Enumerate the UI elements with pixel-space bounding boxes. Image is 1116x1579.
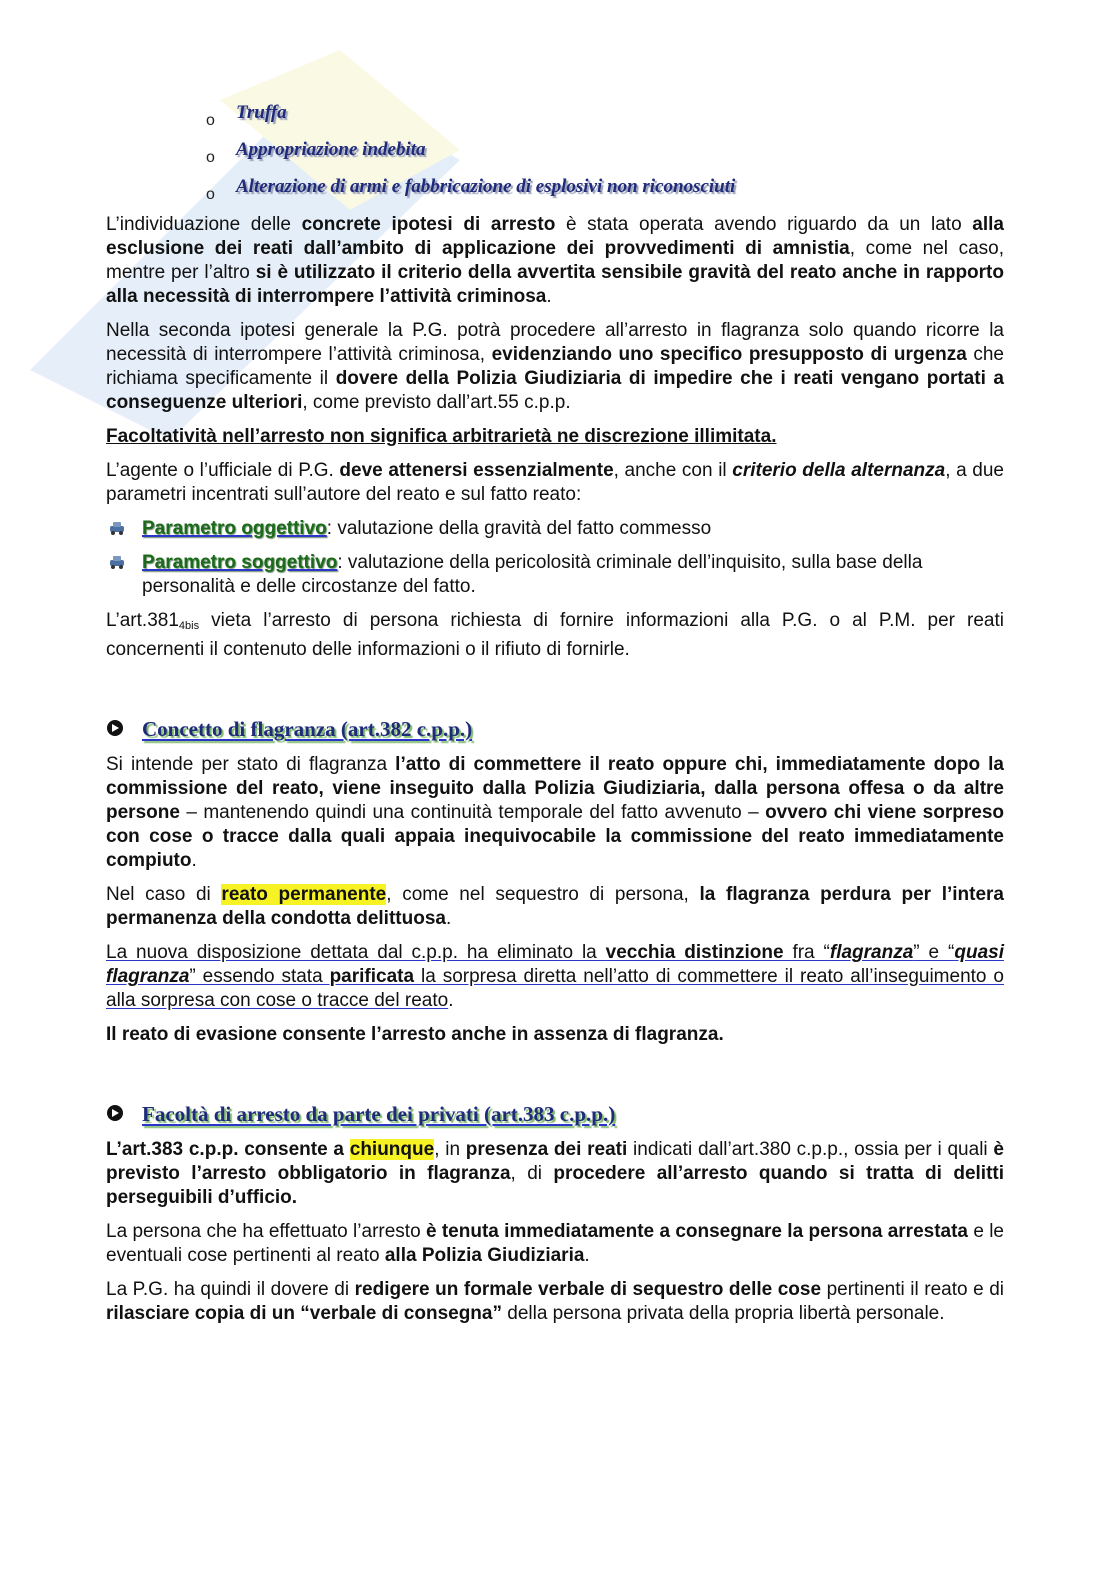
paragraph-facoltativita: Facoltatività nell’arresto non significa arbitrarietà ne discrezione illimitata.: [106, 426, 777, 447]
paragraph-evasione: Il reato di evasione consente l’arresto anche in assenza di flagranza.: [106, 1024, 724, 1045]
paragraph-art381: $L’art.381_{4bis}$ vieta l’arresto di persona richiesta di fornire informazioni alla P.G. o al P.M. per reati concernenti il contenuto delle informazioni o il rifiuto di fornirle.: [106, 610, 1004, 660]
paragraph-consegna: La persona che ha effettuato l’arresto è tenuta immediatamente a consegnare la persona arrestata e le eventuali cose pertinenti al reato alla Polizia Giudiziaria.: [106, 1221, 1005, 1266]
list-item: Parametro oggettivo: valutazione della gravità del fatto commesso: [106, 517, 1004, 541]
arrow-bullet-icon: [106, 1104, 124, 1122]
list-item: o Truffa: [206, 102, 287, 129]
car-icon: [108, 554, 126, 570]
paragraph-nuova-disposizione: La nuova disposizione dettata dal c.p.p. ha eliminato la vecchia distinzione fra “flagranza” e “quasi flagranza” essendo stata parificata la sorpresa diretta nell’atto di commettere il reato all’inseguimento o alla sorpresa con cose o tracce del reato.: [106, 942, 1004, 1011]
arrow-bullet-icon: [106, 719, 124, 737]
paragraph-arrest-hypotheses: L’individuazione delle concrete ipotesi di arresto è stata operata avendo riguardo da un lato alla esclusione dei reati dall’ambito di applicazione dei provvedimenti di amnistia, come nel caso, mentre per l’altro si è utilizzato il criterio della avvertita sensibile gravità del reato anche in rapporto alla necessità di interrompere l’attività criminosa.: [106, 214, 1004, 307]
paragraph-flagranza-definition: Si intende per stato di flagranza l’atto di commettere il reato oppure chi, immediatamente dopo la commissione del reato, viene inseguito dalla Polizia Giudiziaria, dalla persona offesa o da altre persone – mantenendo quindi una continuità temporale del fatto avvenuto – ovvero chi viene sorpreso con cose o tracce dalla quali appaia inequivocabile la commissione del reato immediatamente compiuto.: [106, 754, 1004, 871]
list-item: Parametro soggettivo: valutazione della pericolosità criminale dell’inquisito, sulla base della personalità e delle circostanze del fatto.: [106, 551, 1004, 599]
section-heading-privati: Facoltà di arresto da parte dei privati (art.383 c.p.p.): [106, 1101, 1004, 1128]
section-heading-flagranza: Concetto di flagranza (art.382 c.p.p.): [106, 716, 1004, 743]
paragraph-reato-permanente: Nel caso di reato permanente, come nel sequestro di persona, la flagranza perdura per l’intera permanenza della condotta delittuosa.: [106, 884, 1004, 929]
paragraph-art383: L’art.383 c.p.p. consente a chiunque, in presenza dei reati indicati dall’art.380 c.p.p., ossia per i quali è previsto l’arresto obbligatorio in flagranza, di procedere all’arresto quando si tratta di delitti perseguibili d’ufficio.: [106, 1139, 1005, 1208]
list-item: o Appropriazione indebita: [206, 139, 426, 166]
document-page: [106, 100, 1004, 1336]
parameters-list: [106, 517, 1004, 599]
paragraph-verbale: La P.G. ha quindi il dovere di redigere un formale verbale di sequestro delle cose pertinenti il reato e di rilasciare copia di un “verbale di consegna” della persona privata della propria libertà personale.: [106, 1279, 1004, 1324]
offense-list: [206, 100, 1004, 211]
paragraph-parameters-intro: L’agente o l’ufficiale di P.G. deve attenersi essenzialmente, anche con il criterio della alternanza, a due parametri incentrati sull’autore del reato e sul fatto reato:: [106, 460, 1004, 505]
paragraph-second-hypothesis: Nella seconda ipotesi generale la P.G. potrà procedere all’arresto in flagranza solo quando ricorre la necessità di interrompere l’attività criminosa, evidenziando uno specifico presupposto di urgenza che richiama specificamente il dovere della Polizia Giudiziaria di impedire che i reati vengano portati a conseguenze ulteriori, come previsto dall’art.55 c.p.p.: [106, 320, 1004, 413]
list-item: o Alterazione di armi e fabbricazione di esplosivi non riconosciuti: [206, 176, 736, 203]
car-icon: [108, 520, 126, 536]
